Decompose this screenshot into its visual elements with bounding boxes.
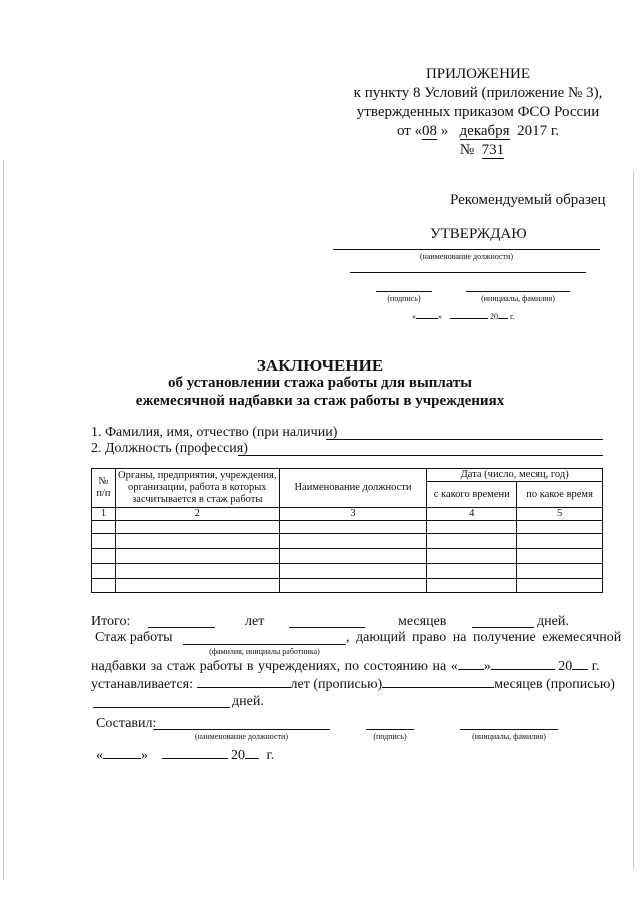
approve-signature-caption: (подпись) xyxy=(387,294,421,303)
total-months-label: месяцев xyxy=(398,614,447,629)
line4-text: устанавливается: лет (прописью) месяцев (прописью) xyxy=(91,677,615,692)
composed-signature-caption: (подпись) xyxy=(373,732,407,741)
scan-edge-right xyxy=(633,170,634,870)
composed-label: Составил: xyxy=(96,716,157,731)
index-cell: 5 xyxy=(517,508,603,521)
composed-signature-line[interactable] xyxy=(366,729,414,730)
appendix-line-2: утвержденных приказом ФСО России xyxy=(356,104,600,120)
doc-subtitle-2: ежемесячной надбавки за стаж работы в учреждениях xyxy=(135,393,505,409)
table-row[interactable] xyxy=(92,549,603,564)
total-years-line[interactable] xyxy=(148,627,215,628)
total-years-label: лет xyxy=(245,614,265,629)
position-line[interactable] xyxy=(238,455,603,456)
fio-line[interactable] xyxy=(326,439,603,440)
worker-name-line[interactable] xyxy=(183,644,346,645)
line3-text: надбавки за стаж работы в учреждениях, по состоянию на « » 20 г. xyxy=(91,659,600,674)
total-days-line[interactable] xyxy=(472,627,534,628)
approve-position-line[interactable] xyxy=(333,249,600,250)
total-days-label: дней. xyxy=(537,614,569,629)
table-row[interactable] xyxy=(92,579,603,593)
total-months-line[interactable] xyxy=(289,627,365,628)
days-words-label: дней. xyxy=(232,694,264,709)
col-date-header: Дата (число, месяц, год) xyxy=(427,469,603,482)
appendix-date: от «08 » декабря 2017 г. xyxy=(396,123,560,139)
col-to-header: по какое время xyxy=(517,482,603,508)
composed-position-line[interactable] xyxy=(153,729,330,730)
col-position-header: Наименование должности xyxy=(279,469,427,508)
worker-name-caption: (фамилия, инициалы работника) xyxy=(209,647,320,656)
doc-subtitle-1: об установлении стажа работы для выплаты xyxy=(168,375,472,391)
composed-name-caption: (инициалы, фамилия) xyxy=(472,732,546,741)
approve-date: « » 20 г. xyxy=(412,312,515,321)
doc-title: ЗАКЛЮЧЕНИЕ xyxy=(256,356,384,375)
index-cell: 1 xyxy=(92,508,116,521)
recommended-sample: Рекомендуемый образец xyxy=(450,192,606,208)
index-cell: 4 xyxy=(427,508,517,521)
order-month: декабря xyxy=(459,123,510,139)
composed-date: « » 20 г. xyxy=(96,748,275,763)
stazh-table xyxy=(91,468,603,593)
col-from-header: с какого времени xyxy=(427,482,517,508)
composed-name-line[interactable] xyxy=(460,729,558,730)
composed-position-caption: (наименование должности) xyxy=(195,732,288,741)
days-words-line[interactable] xyxy=(93,707,230,708)
order-day: 08 xyxy=(422,123,438,139)
index-cell: 2 xyxy=(115,508,279,521)
total-label: Итого: xyxy=(91,614,131,629)
approve-title: УТВЕРЖДАЮ xyxy=(430,226,527,242)
col-org-header: Органы, предприятия, учреждения, организации, работа в которых засчитывается в стаж работы xyxy=(115,469,279,508)
approve-position-caption: (наименование должности) xyxy=(420,252,513,261)
stazh-label: Стаж работы xyxy=(95,630,173,645)
col-num-header: № п/п xyxy=(92,469,116,508)
fio-label: 1. Фамилия, имя, отчество (при наличии) xyxy=(91,425,338,440)
appendix-line-1: к пункту 8 Условий (приложение № 3), xyxy=(353,85,603,101)
position-label: 2. Должность (профессия) xyxy=(91,441,248,456)
approve-position-line-2[interactable] xyxy=(350,272,586,273)
table-row[interactable] xyxy=(92,521,603,534)
approve-signature-line[interactable] xyxy=(376,291,432,292)
index-cell: 3 xyxy=(279,508,427,521)
table-row[interactable] xyxy=(92,564,603,579)
scan-edge-left xyxy=(3,160,4,880)
appendix-title: ПРИЛОЖЕНИЕ xyxy=(425,66,531,82)
table-index-row xyxy=(92,508,603,521)
stazh-right-text: , дающий право на получение ежемесячной xyxy=(346,630,622,645)
appendix-number: № 731 xyxy=(459,142,505,158)
approve-name-line[interactable] xyxy=(466,291,570,292)
table-row[interactable] xyxy=(92,534,603,549)
approve-name-caption: (инициалы, фамилия) xyxy=(481,294,555,303)
order-number: 731 xyxy=(481,142,505,158)
